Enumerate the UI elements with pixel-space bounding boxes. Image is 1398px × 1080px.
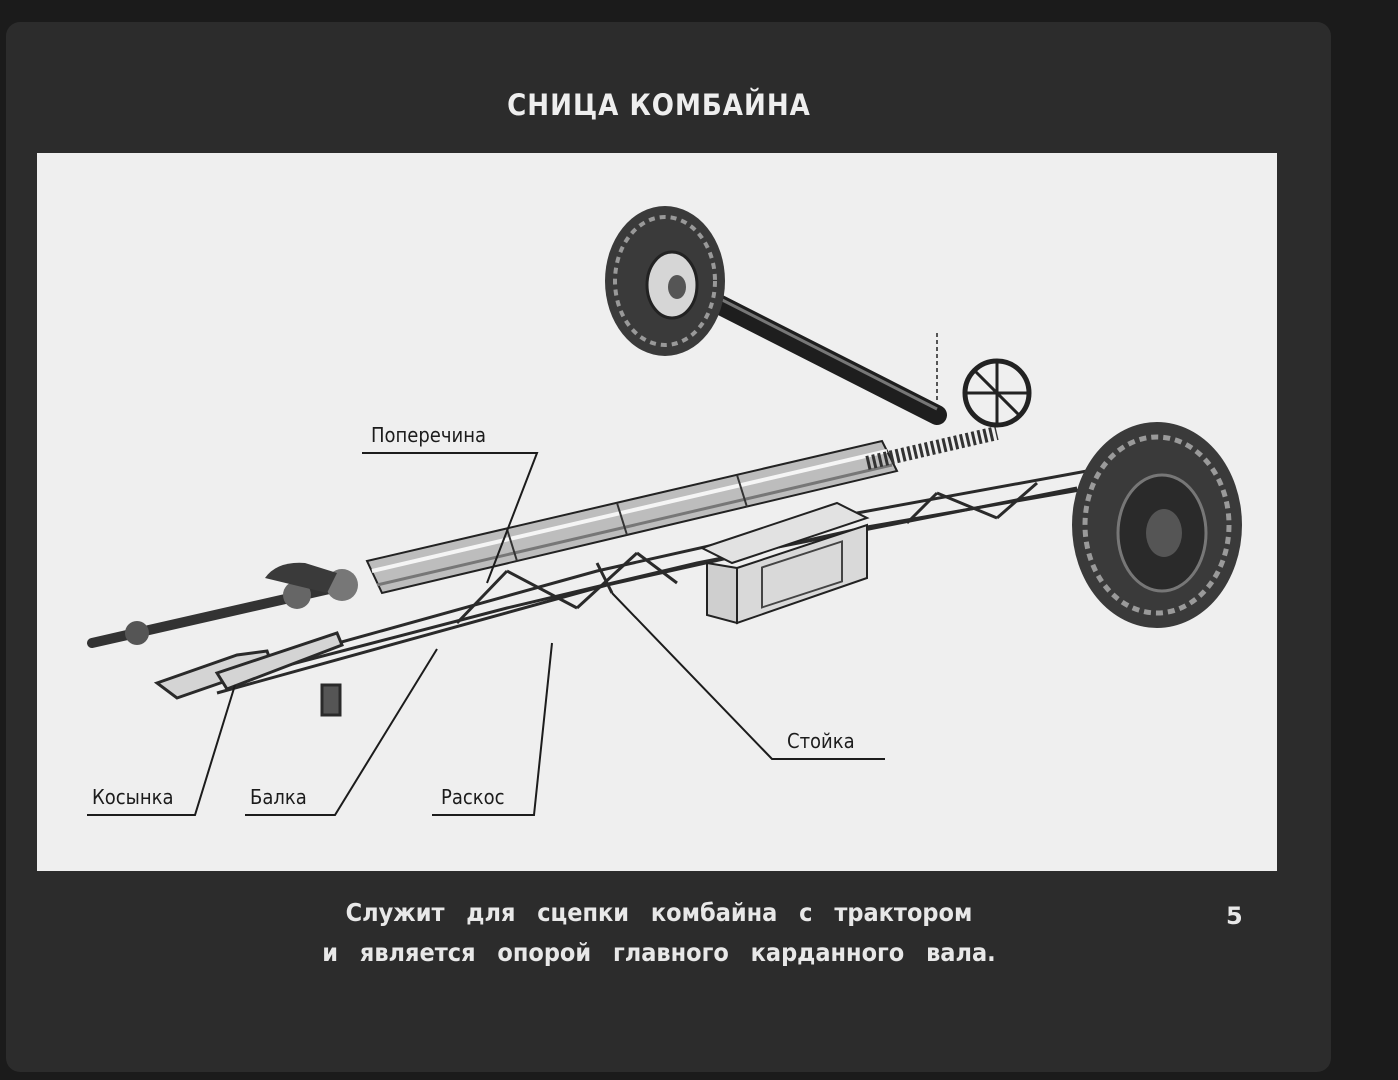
label-stoyka: Стойка bbox=[787, 729, 855, 753]
cardan-shaft bbox=[92, 563, 358, 645]
slide-title: СНИЦА КОМБАЙНА bbox=[507, 88, 811, 122]
illustration-panel bbox=[37, 153, 1277, 871]
near-wheel bbox=[1072, 422, 1242, 628]
combine-drawbar-illustration bbox=[37, 153, 1277, 871]
label-poperechina: Поперечина bbox=[371, 423, 486, 447]
far-wheel bbox=[605, 206, 725, 356]
pulley bbox=[937, 333, 1029, 425]
gear-box bbox=[702, 503, 867, 623]
caption-line-1: Служит для сцепки комбайна с трактором bbox=[345, 898, 973, 927]
label-raskos: Раскос bbox=[441, 785, 505, 809]
label-kosynka: Косынка bbox=[92, 785, 174, 809]
page-number: 5 bbox=[1226, 902, 1243, 930]
hitch-forks bbox=[157, 633, 342, 715]
slide-caption bbox=[0, 893, 1318, 973]
label-balka: Балка bbox=[250, 785, 307, 809]
leader-lines bbox=[87, 453, 885, 815]
caption-line-2: и является опорой главного карданного вала. bbox=[322, 938, 996, 967]
